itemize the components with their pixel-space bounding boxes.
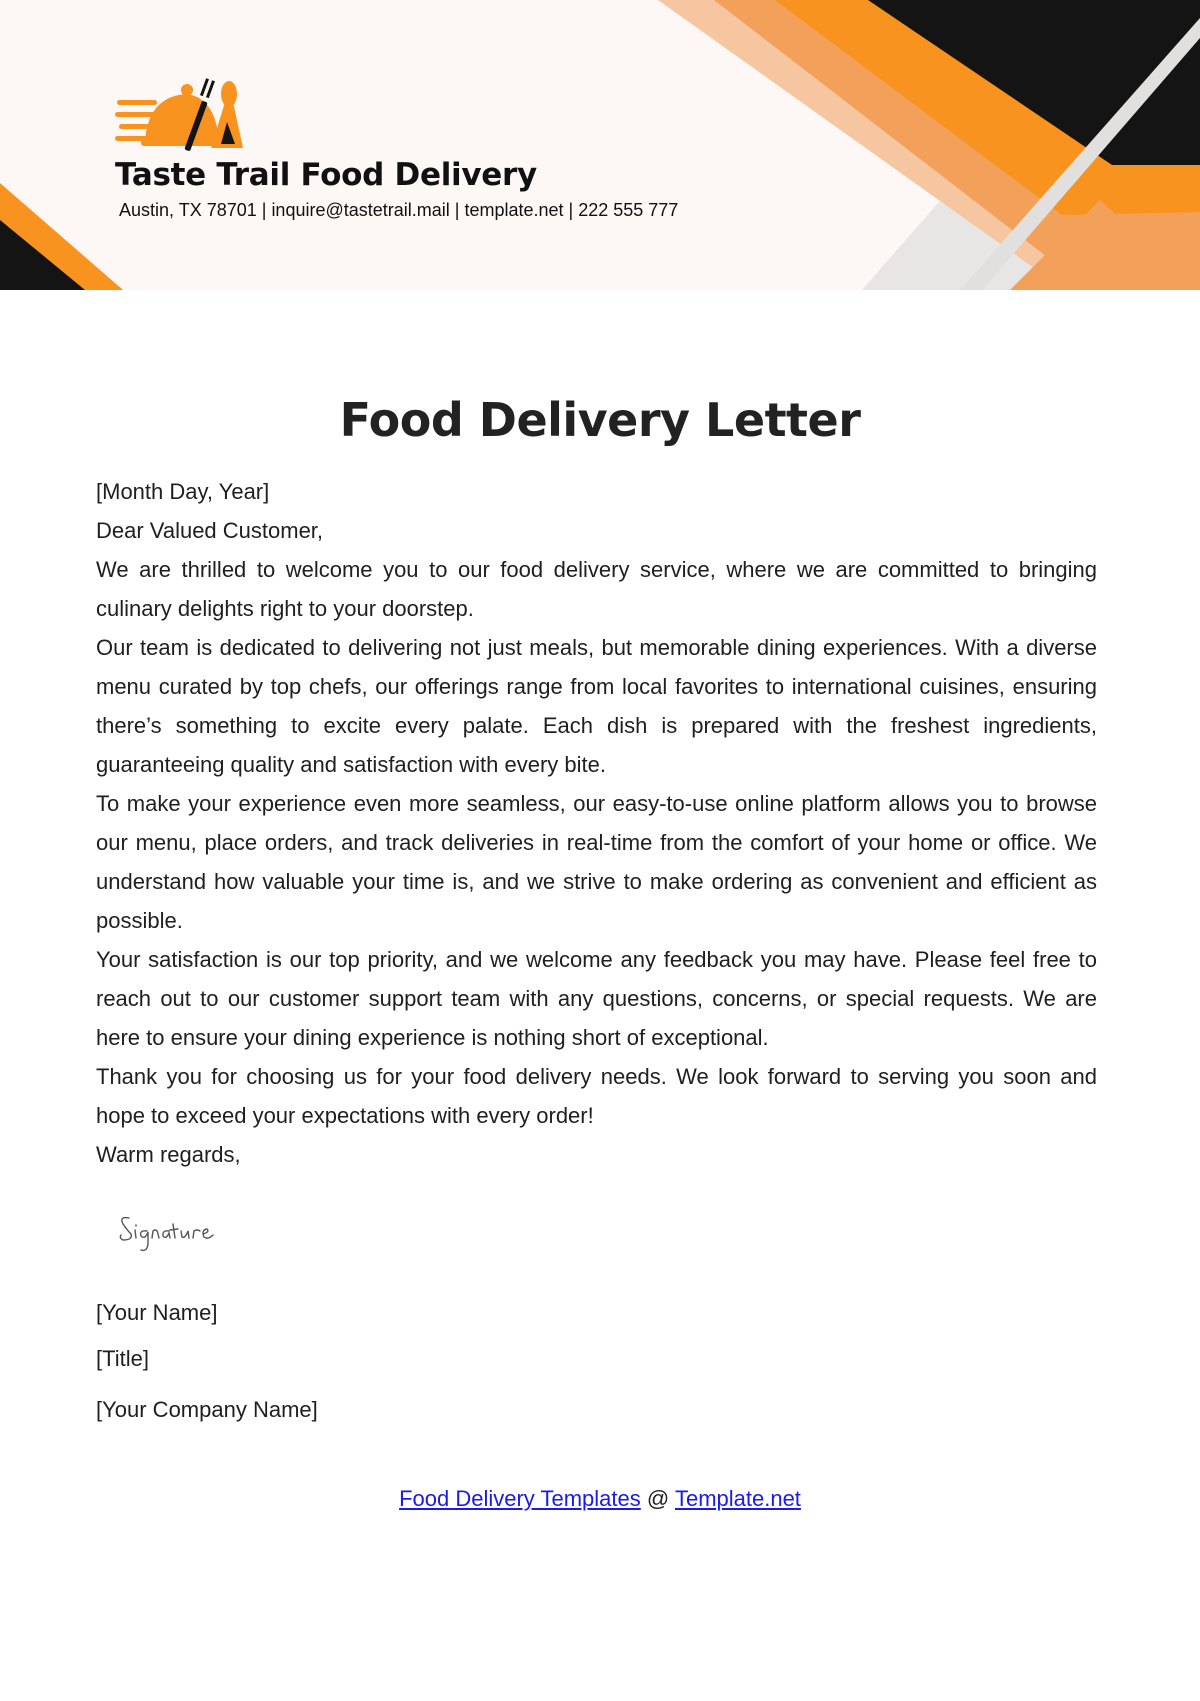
- footer-separator: @: [646, 1486, 670, 1511]
- signature-image: [115, 1200, 255, 1260]
- sender-company: [Your Company Name]: [96, 1397, 318, 1422]
- letter-paragraph: To make your experience even more seamless, our easy-to-use online platform allows you to browse our menu, place orders, and track deliveries in real-time from the comfort of your home or office. We understand how valuable your time is, and we strive to make ordering as convenient and efficient as possible.: [96, 791, 1097, 933]
- footer: [0, 1486, 1200, 1512]
- letter-salutation: Dear Valued Customer,: [96, 518, 324, 543]
- letter-paragraph: Thank you for choosing us for your food delivery needs. We look forward to serving you soon and hope to exceed your expectations with every order!: [96, 1064, 1097, 1128]
- letter-date: [Month Day, Year]: [96, 479, 270, 504]
- food-delivery-templates-link[interactable]: Food Delivery Templates: [399, 1486, 641, 1511]
- sender-title: [Title]: [96, 1346, 149, 1371]
- letter-paragraph: We are thrilled to welcome you to our food delivery service, where we are committed to bringing culinary delights right to your doorstep.: [96, 557, 1097, 621]
- letter-closing: Warm regards,: [96, 1142, 241, 1167]
- letter-paragraph: Your satisfaction is our top priority, and we welcome any feedback you may have. Please feel free to reach out to our customer support team with any questions, concerns, or special requests. We are here to ensure your dining experience is nothing short of exceptional.: [96, 947, 1097, 1050]
- company-name: Taste Trail Food Delivery: [115, 157, 537, 193]
- sender-name: [Your Name]: [96, 1300, 218, 1325]
- letter-paragraph: Our team is dedicated to delivering not just meals, but memorable dining experiences. With a diverse menu curated by top chefs, our offerings range from local favorites to international cuisines, ensuring there’s something to excite every palate. Each dish is prepared with the freshest ingredients, guaranteeing quality and satisfaction with every bite.: [96, 635, 1097, 777]
- food-delivery-cloche-icon: [115, 72, 250, 152]
- letter-body: [96, 472, 1097, 1174]
- contact-info: Austin, TX 78701 | inquire@tastetrail.mail | template.net | 222 555 777: [119, 200, 679, 220]
- page-title: Food Delivery Letter: [339, 393, 861, 447]
- template-net-link[interactable]: Template.net: [674, 1486, 801, 1511]
- letterhead: [0, 0, 1200, 290]
